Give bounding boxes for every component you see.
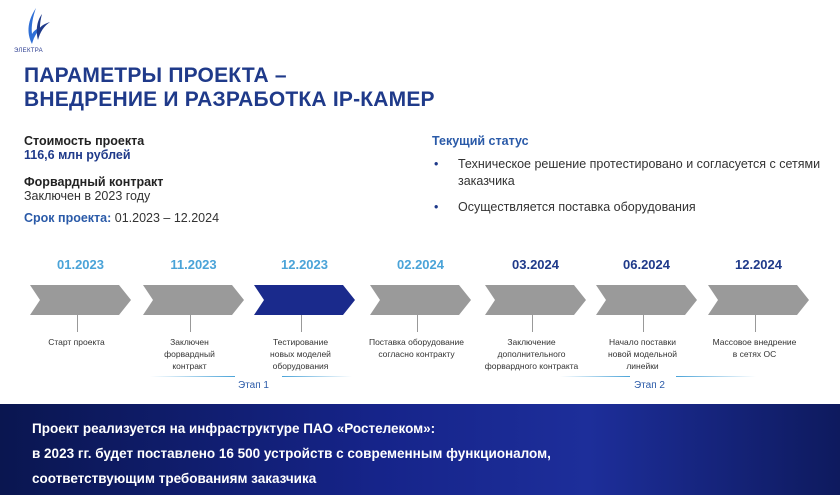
timeline-arrow-icon [254,285,355,315]
title-line-2: ВНЕДРЕНИЕ И РАЗРАБОТКА IP-КАМЕР [24,88,435,111]
banner-line-3: соответствующим требованиям заказчика [32,471,317,486]
banner-line-1: Проект реализуется на инфраструктуре ПАО «Ростелеком»: [32,421,436,436]
timeline-arrow-icon [596,285,697,315]
timeline-description: Заключение дополнительного форвардного контракта [484,337,579,371]
timeline-tick [755,315,756,332]
timeline-description: Тестирование новых моделей оборудования [270,337,331,371]
stage-2-line-right [676,376,756,377]
current-status [432,134,822,225]
stage-1-line-left [150,376,235,377]
status-item: • Техническое решение протестировано и согласуется с сетями заказчика [432,156,822,190]
timeline-description: Поставка оборудование согласно контракту [368,337,465,359]
timeline-tick [532,315,533,332]
cost-value: 116,6 млн рублей [24,148,131,162]
timeline-date: 12.2024 [735,257,782,272]
timeline-tick [301,315,302,332]
timeline-arrow-icon [485,285,586,315]
timeline-description: Начало поставки новой модельной линейки [607,337,678,371]
timeline-tick [190,315,191,332]
timeline-description: Старт проекта [48,337,105,347]
timeline-date: 03.2024 [512,257,559,272]
contract-label: Форвардный контракт [24,175,164,189]
timeline-date: 11.2023 [170,257,217,272]
contract-value: Заключен в 2023 году [24,189,151,203]
timeline-date: 12.2023 [281,257,328,272]
status-item: • Осуществляется поставка оборудования [432,199,822,216]
timeline-date: 01.2023 [57,257,104,272]
page-title [24,64,435,112]
stage-1-label: Этап 1 [238,380,269,391]
banner-line-2: в 2023 гг. будет поставлено 16 500 устройств с современным функционалом, [32,446,551,461]
term-value: 01.2023 – 12.2024 [111,211,220,225]
project-info [24,134,219,225]
status-title: Текущий статус [432,134,529,148]
timeline-date: 02.2024 [397,257,444,272]
timeline-tick [643,315,644,332]
timeline-date: 06.2024 [623,257,670,272]
timeline-tick [77,315,78,332]
timeline-tick [417,315,418,332]
summary-banner [0,404,840,495]
timeline-arrow-icon [143,285,244,315]
timeline-description: Заключен форвардный контракт [164,337,215,371]
logo-text: ЭЛЕКТРА [14,48,43,54]
term-label: Срок проекта: [24,211,112,225]
stage-2-label: Этап 2 [634,380,665,391]
title-line-1: ПАРАМЕТРЫ ПРОЕКТА – [24,64,287,87]
cost-label: Стоимость проекта [24,134,145,148]
stage-2-line-left [560,376,630,377]
stage-1-line-right [282,376,352,377]
timeline-arrow-icon [30,285,131,315]
timeline-arrow-icon [370,285,471,315]
timeline-description: Массовое внедрение в сетях ОС [712,337,797,359]
timeline-arrow-icon [708,285,809,315]
